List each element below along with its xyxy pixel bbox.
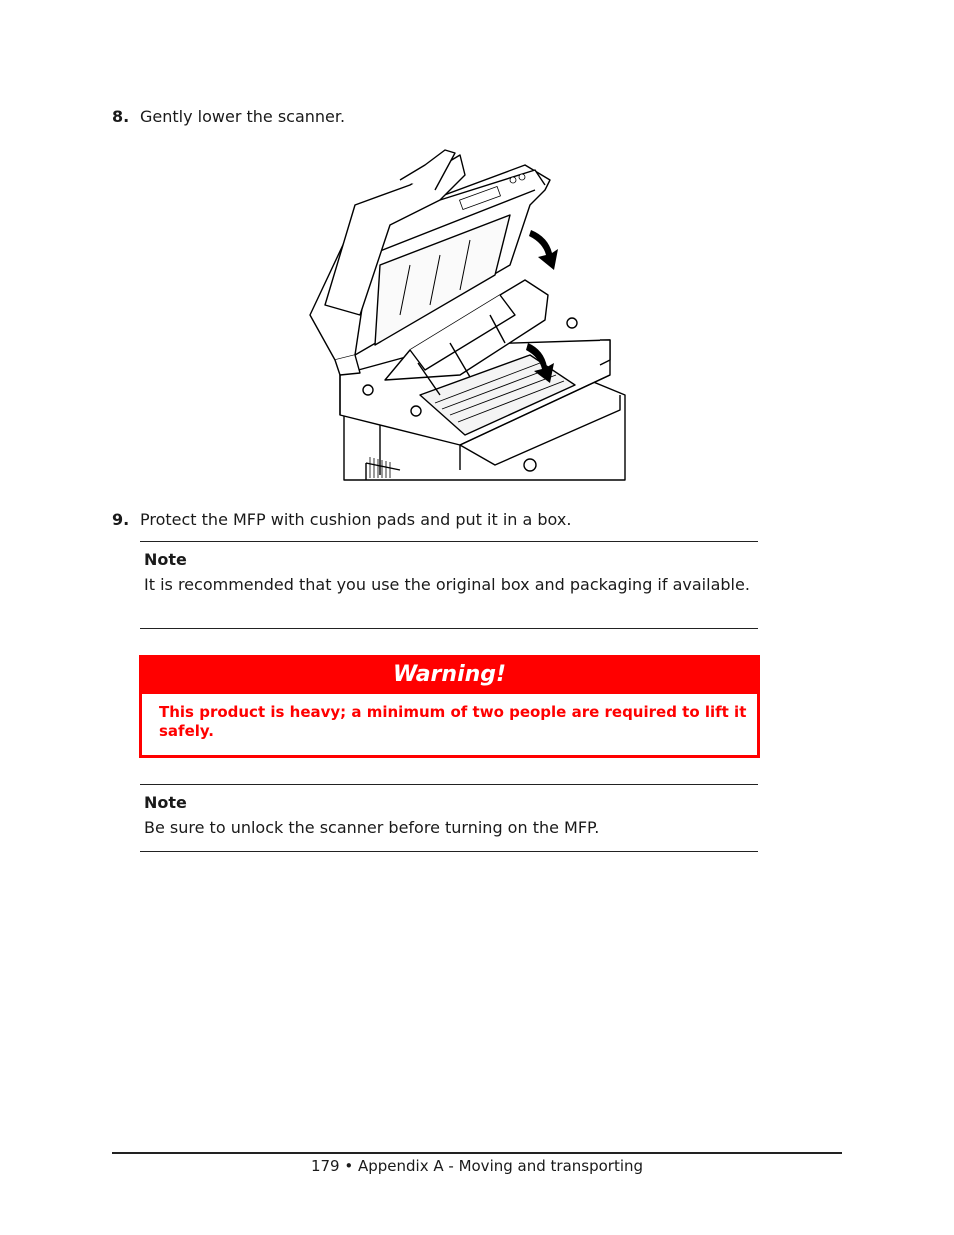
step-number: 9. — [112, 510, 130, 529]
step-9 — [112, 510, 571, 530]
page-footer: 179 • Appendix A - Moving and transporting — [310, 1157, 644, 1175]
step-number: 8. — [112, 107, 130, 126]
printer-lower-scanner-image — [300, 145, 630, 485]
note-box — [140, 784, 758, 852]
warning-title: Warning! — [142, 658, 757, 694]
footer-divider — [112, 1152, 842, 1154]
step-text: Gently lower the scanner. — [140, 107, 346, 126]
note-body: It is recommended that you use the original box and packaging if available. — [144, 575, 750, 594]
note-title: Note — [144, 550, 187, 569]
step-8 — [112, 107, 345, 127]
step-text: Protect the MFP with cushion pads and put it in a box. — [140, 510, 572, 529]
note-box — [140, 541, 758, 629]
note-title: Note — [144, 793, 187, 812]
warning-body: This product is heavy; a minimum of two people are required to lift it safely. — [159, 703, 747, 740]
mfp-scanner-illustration — [300, 145, 630, 485]
warning-box — [139, 655, 760, 758]
note-body: Be sure to unlock the scanner before turning on the MFP. — [144, 818, 600, 837]
